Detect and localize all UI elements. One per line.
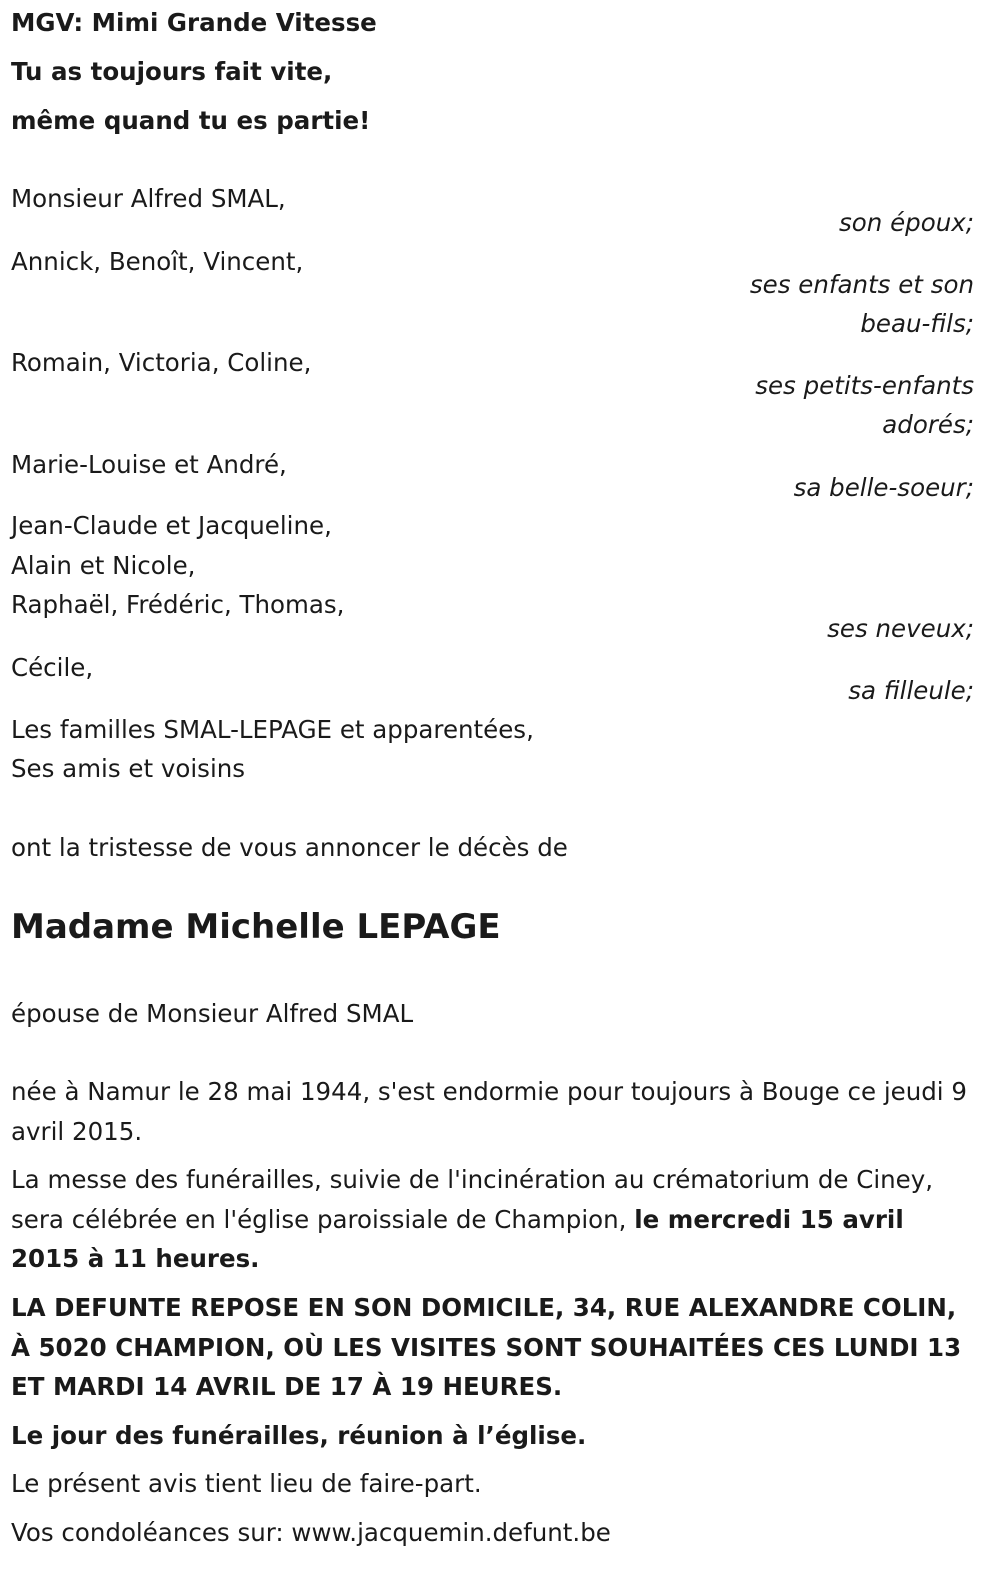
children-role-line-2: beau-fils; — [860, 309, 974, 338]
motto-line-1: MGV: Mimi Grande Vitesse — [11, 8, 377, 37]
sister-in-law-role: sa belle-soeur; — [793, 473, 974, 502]
nephews-role: ses neveux; — [827, 614, 974, 643]
condolences-line: Vos condoléances sur: www.jacquemin.defunt.be — [11, 1518, 611, 1547]
deceased-name: Madame Michelle LEPAGE — [11, 907, 501, 947]
funeral-paragraph — [11, 1160, 971, 1279]
sister-in-law-names: Marie-Louise et André, — [11, 450, 287, 479]
repose-paragraph: LA DEFUNTE REPOSE EN SON DOMICILE, 34, RUE ALEXANDRE COLIN, À 5020 CHAMPION, OÙ LES VISITES SONT SOUHAITÉES CES LUNDI 13 ET MARDI 14 AVRIL DE 17 À 19 HEURES. — [11, 1293, 962, 1401]
husband-role: son époux; — [839, 208, 974, 237]
funeral-text: La messe des funérailles, suivie de l'incinération au crématorium de Ciney, sera célébrée en l'église paroissiale de Champion, — [11, 1165, 934, 1234]
goddaughter-name: Cécile, — [11, 653, 94, 682]
children-role-line-1: ses enfants et son — [749, 270, 974, 299]
goddaughter-role: sa filleule; — [848, 676, 974, 705]
reunion-line: Le jour des funérailles, réunion à l’église. — [11, 1421, 587, 1450]
funeral-datetime: le mercredi 15 avril 2015 à 11 heures. — [11, 1204, 904, 1273]
children-names: Annick, Benoît, Vincent, — [11, 247, 304, 276]
announcement: ont la tristesse de vous annoncer le décès de — [11, 833, 568, 862]
motto-line-2: Tu as toujours fait vite, — [11, 57, 333, 86]
husband-name: Monsieur Alfred SMAL, — [11, 184, 286, 213]
grandchildren-role-line-2: adorés; — [882, 410, 974, 439]
families-line-1: Les familles SMAL-LEPAGE et apparentées, — [11, 715, 534, 744]
notice-line: Le présent avis tient lieu de faire-part. — [11, 1469, 482, 1498]
spouse-line: épouse de Monsieur Alfred SMAL — [11, 999, 414, 1028]
nephews-line-3: Raphaël, Frédéric, Thomas, — [11, 590, 345, 619]
birth-death-paragraph: née à Namur le 28 mai 1944, s'est endormie pour toujours à Bouge ce jeudi 9 avril 2015. — [11, 1077, 967, 1146]
families-line-2: Ses amis et voisins — [11, 754, 246, 783]
grandchildren-names: Romain, Victoria, Coline, — [11, 348, 312, 377]
nephews-line-1: Jean-Claude et Jacqueline, — [11, 511, 332, 540]
motto-line-3: même quand tu es partie! — [11, 106, 371, 135]
grandchildren-role-line-1: ses petits-enfants — [755, 371, 974, 400]
nephews-line-2: Alain et Nicole, — [11, 551, 196, 580]
